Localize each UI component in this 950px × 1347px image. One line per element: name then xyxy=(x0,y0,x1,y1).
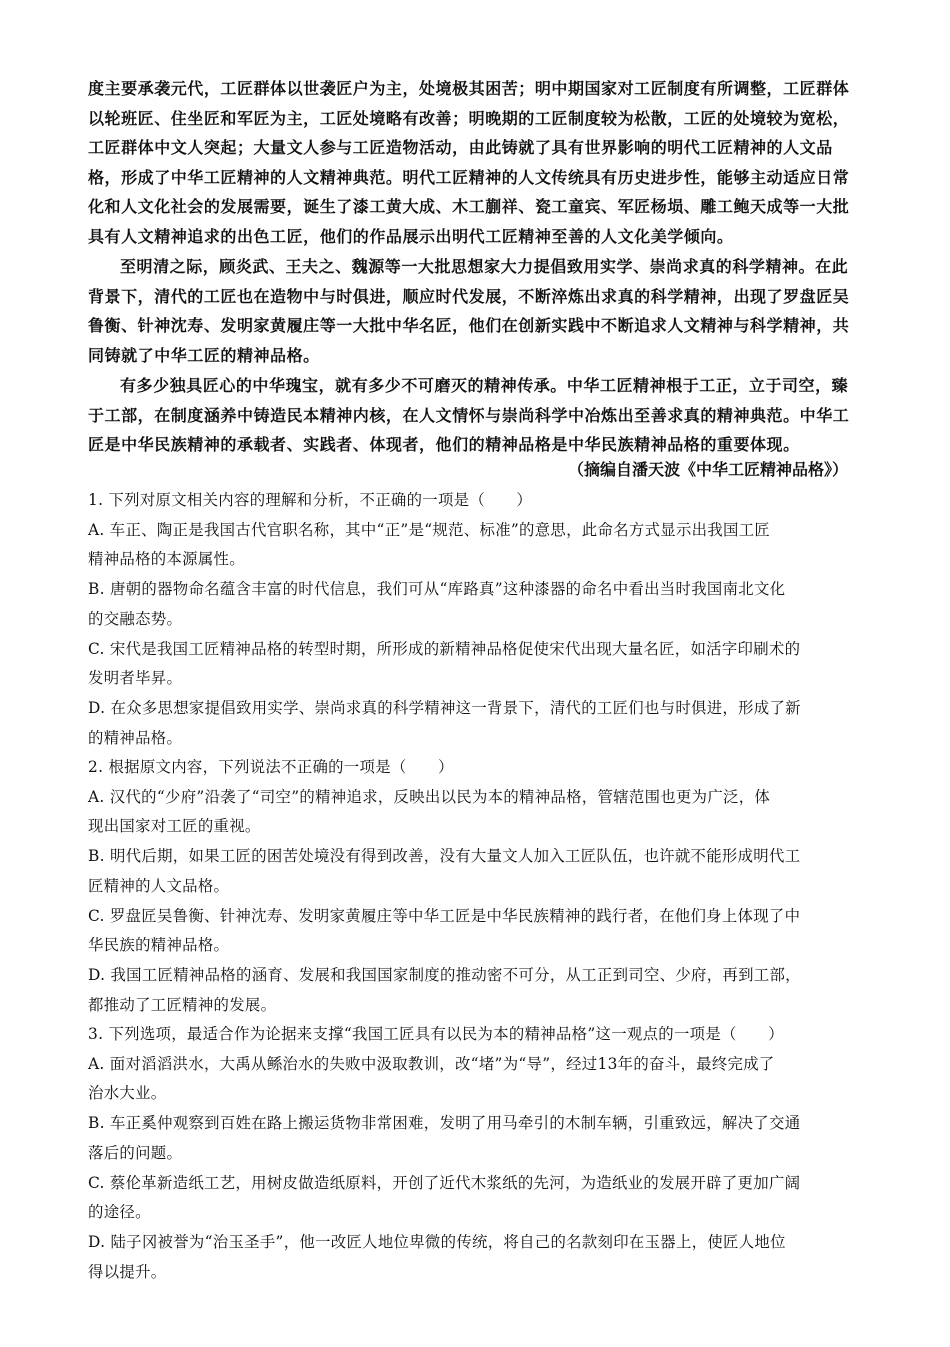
passage-paragraph-1: 度主要承袭元代，工匠群体以世袭匠户为主，处境极其困苦；明中期国家对工匠制度有所调整，工匠群体以轮班匠、住坐匠和军匠为主，工匠处境略有改善；明晚期的工匠制度较为松散，工匠的处境较为宽松，工匠群体中文人突起；大量文人参与工匠造物活动，由此铸就了具有世界影响的明代工匠精神的人文品格，形成了中华工匠精神的人文精神典范。明代工匠精神的人文传统具有历史进步性，能够主动适应日常化和人文化社会的发展需要，诞生了漆工黄大成、木工蒯祥、瓷工童宾、军匠杨埙、雕工鲍天成等一大批具有人文精神追求的出色工匠，他们的作品展示出明代工匠精神至善的人文化美学倾向。 xyxy=(88,79,850,246)
question-3-option-c-cont: 的途径。 xyxy=(88,1203,151,1222)
passage-paragraph-2: 至明清之际，顾炎武、王夫之、魏源等一大批思想家大力提倡致用实学、崇尚求真的科学精神。在此背景下，清代的工匠也在造物中与时俱进，顺应时代发展，不断淬炼出求真的科学精神，出现了罗盘匠吴鲁衡、针神沈寿、发明家黄履庄等一大批中华名匠，他们在创新实践中不断追求人文精神与科学精神，共同铸就了中华工匠的精神品格。 xyxy=(88,257,850,365)
question-1-option-d: D. 在众多思想家提倡致用实学、崇尚求真的科学精神这一背景下，清代的工匠们也与时俱进，形成了新 xyxy=(88,698,801,717)
question-2-option-b-cont: 匠精神的人文品格。 xyxy=(88,876,230,895)
question-3-option-a-cont: 治水大业。 xyxy=(88,1084,167,1103)
question-1-option-a: A. 车正、陶正是我国古代官职名称，其中“正”是“规范、标准”的意思，此命名方式显示出我国工匠 xyxy=(88,520,771,539)
question-3-option-d: D. 陆子冈被誉为“治玉圣手”，他一改匠人地位卑微的传统，将自己的名款刻印在玉器上，使匠人地位 xyxy=(88,1232,786,1251)
question-1 xyxy=(88,486,860,753)
question-2-option-d: D. 我国工匠精神品格的涵育、发展和我国国家制度的推动密不可分，从工正到司空、少府，再到工部， xyxy=(88,965,801,984)
question-2-option-a: A. 汉代的“少府”沿袭了“司空”的精神追求，反映出以民为本的精神品格，管辖范围也更为广泛，体 xyxy=(88,787,771,806)
question-2-option-c: C. 罗盘匠吴鲁衡、针神沈寿、发明家黄履庄等中华工匠是中华民族精神的践行者，在他们身上体现了中 xyxy=(88,906,801,925)
question-3-option-b: B. 车正奚仲观察到百姓在路上搬运货物非常困难，发明了用马牵引的木制车辆，引重致远，解决了交通 xyxy=(88,1114,801,1133)
question-3-option-a: A. 面对滔滔洪水，大禹从鲧治水的失败中汲取教训，改“堵”为“导”，经过13年的奋斗，最终完成了 xyxy=(88,1054,775,1073)
question-3-option-d-cont: 得以提升。 xyxy=(88,1262,167,1281)
question-2-option-c-cont: 华民族的精神品格。 xyxy=(88,936,230,955)
question-2-stem: 2. 根据原文内容，下列说法不正确的一项是（ ） xyxy=(88,758,454,776)
passage-source: （摘编自潘天波《中华工匠精神品格》） xyxy=(567,460,848,479)
question-1-option-c: C. 宋代是我国工匠精神品格的转型时期，所形成的新精神品格促使宋代出现大量名匠，如活字印刷术的 xyxy=(88,639,801,658)
question-2-option-a-cont: 现出国家对工匠的重视。 xyxy=(88,817,261,836)
question-2-option-b: B. 明代后期，如果工匠的困苦处境没有得到改善，没有大量文人加入工匠队伍，也许就不能形成明代工 xyxy=(88,847,801,866)
question-1-option-a-cont: 精神品格的本源属性。 xyxy=(88,550,245,569)
question-3-stem: 3. 下列选项，最适合作为论据来支撑“我国工匠具有以民为本的精神品格”这一观点的一项是（ ） xyxy=(88,1025,784,1043)
question-2 xyxy=(88,753,860,1020)
question-1-option-c-cont: 发明者毕昇。 xyxy=(88,669,183,688)
question-2-option-d-cont: 都推动了工匠精神的发展。 xyxy=(88,995,277,1014)
question-1-option-b-cont: 的交融态势。 xyxy=(88,609,183,628)
question-3 xyxy=(88,1020,860,1287)
passage-paragraph-3: 有多少独具匠心的中华瑰宝，就有多少不可磨灭的精神传承。中华工匠精神根于工正，立于司空，臻于工部，在制度涵养中铸造民本精神内核，在人文情怀与崇尚科学中冶炼出至善求真的精神典范。中华工匠是中华民族精神的承载者、实践者、体现者，他们的精神品格是中华民族精神品格的重要体现。 xyxy=(88,376,850,455)
question-1-option-d-cont: 的精神品格。 xyxy=(88,728,183,747)
question-3-option-c: C. 蔡伦革新造纸工艺，用树皮做造纸原料，开创了近代木浆纸的先河，为造纸业的发展开辟了更加广阔 xyxy=(88,1173,801,1192)
question-1-stem: 1. 下列对原文相关内容的理解和分析，不正确的一项是（ ） xyxy=(88,491,533,509)
question-1-option-b: B. 唐朝的器物命名蕴含丰富的时代信息，我们可从“库路真”这种漆器的命名中看出当时我国南北文化 xyxy=(88,580,786,599)
question-3-option-b-cont: 落后的问题。 xyxy=(88,1143,183,1162)
